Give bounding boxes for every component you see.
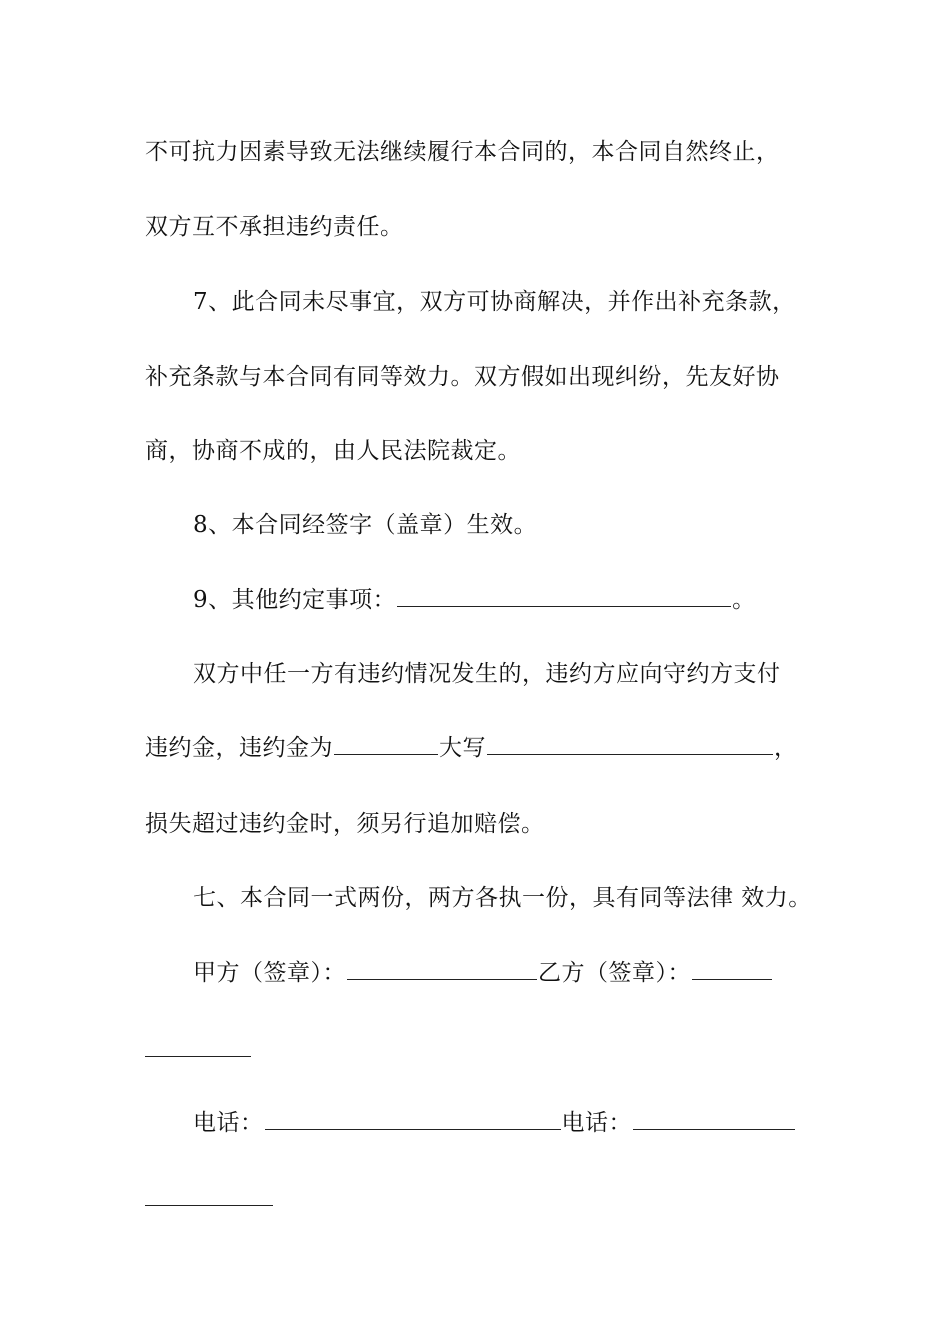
penalty-amount-blank[interactable] xyxy=(334,728,438,755)
capital-label: 大写 xyxy=(439,735,486,761)
signature-line xyxy=(193,953,873,993)
clause-9-end: 。 xyxy=(732,587,756,613)
phone-a-label: 电话： xyxy=(193,1110,264,1136)
phone-b-blank[interactable] xyxy=(633,1103,795,1130)
phone-a-blank[interactable] xyxy=(265,1103,561,1130)
phone-line xyxy=(193,1103,873,1143)
phone-b-blank-continued[interactable] xyxy=(145,1204,273,1206)
clause-9-label: 9、其他约定事项： xyxy=(193,587,397,613)
party-b-signature-blank-continued[interactable] xyxy=(145,1055,251,1057)
party-a-signature-blank[interactable] xyxy=(347,953,537,980)
party-a-label: 甲方（签章）： xyxy=(193,960,346,986)
breach-line: 损失超过违约金时，须另行追加赔偿。 xyxy=(145,811,545,837)
breach-comma: ， xyxy=(774,735,798,761)
phone-b-label: 电话： xyxy=(561,1110,632,1136)
penalty-label: 违约金，违约金为 xyxy=(145,735,333,761)
penalty-capital-blank[interactable] xyxy=(487,728,773,755)
clause-9 xyxy=(193,580,873,620)
breach-line xyxy=(145,728,825,768)
other-terms-blank[interactable] xyxy=(397,580,731,607)
copies-clause: 七、本合同一式两份，两方各执一份，具有同等法律 效力。 xyxy=(193,885,812,911)
paragraph-line: 双方互不承担违约责任。 xyxy=(145,214,404,240)
paragraph-line: 不可抗力因素导致无法继续履行本合同的，本合同自然终止， xyxy=(145,139,780,165)
breach-line: 双方中任一方有违约情况发生的，违约方应向守约方支付 xyxy=(193,661,781,687)
party-b-label: 乙方（签章）： xyxy=(538,960,691,986)
clause-7-line: 7、此合同未尽事宜，双方可协商解决，并作出补充条款， xyxy=(193,289,796,315)
clause-7-line: 商，协商不成的，由人民法院裁定。 xyxy=(145,438,521,464)
clause-8: 8、本合同经签字（盖章）生效。 xyxy=(193,512,538,538)
party-b-signature-blank[interactable] xyxy=(692,953,772,980)
clause-7-line: 补充条款与本合同有同等效力。双方假如出现纠纷，先友好协 xyxy=(145,364,780,390)
